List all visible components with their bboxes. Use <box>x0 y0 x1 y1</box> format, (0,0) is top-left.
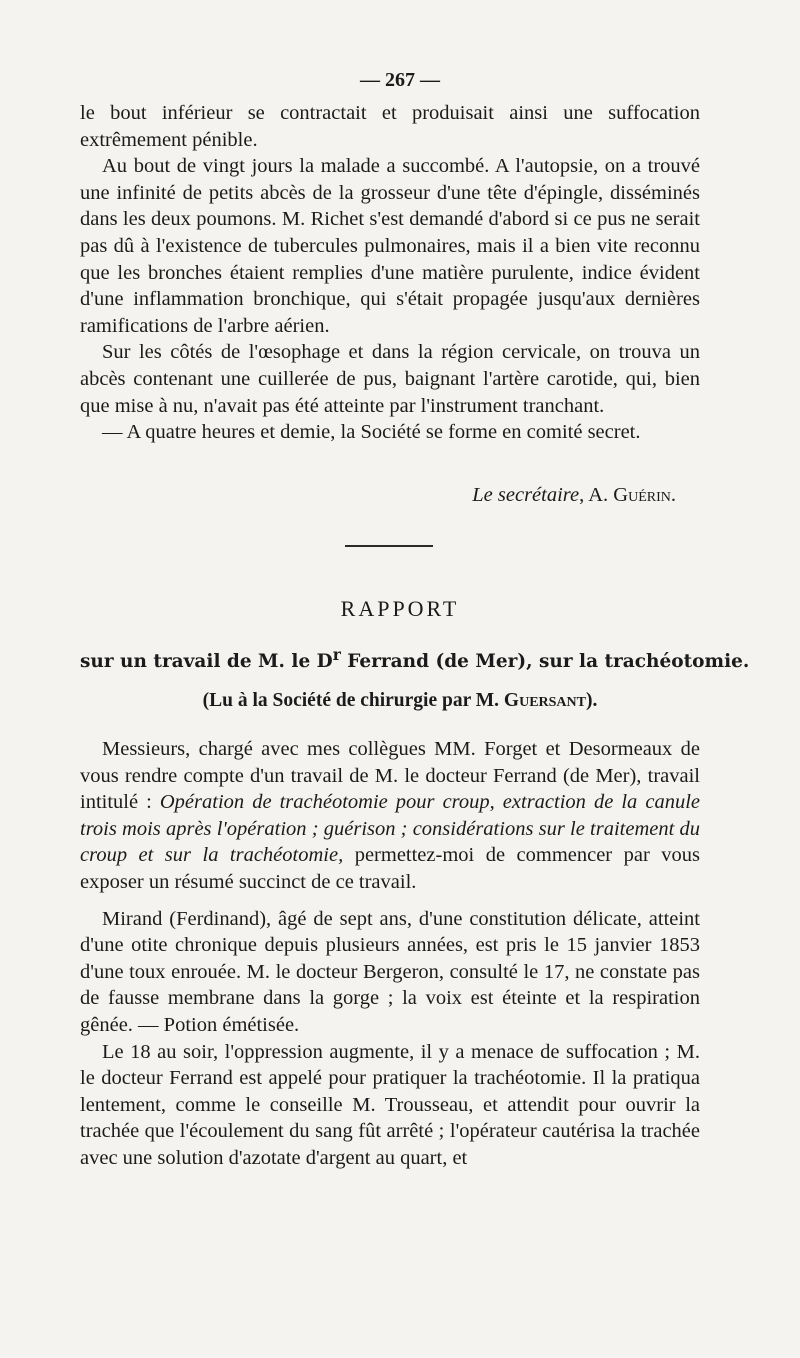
report-body <box>80 736 700 1172</box>
report-subtitle <box>80 646 750 673</box>
signature-separator: , A. <box>579 484 614 506</box>
subtitle-part: sur un travail de M. le D <box>80 651 333 673</box>
secretary-signature <box>472 484 676 507</box>
previous-section <box>80 100 700 446</box>
paragraph: Au bout de vingt jours la malade a succombé. A l'autopsie, on a trouvé une infinité de petits abcès de la grosseur d'une tête d'épingle, disséminés dans les deux poumons. M. Richet s'est demandé d'abord si ce pus ne serait pas dû à l'existence de tubercules pulmonaires, mais il a bien vite reconnu que les bronches étaient remplies d'une matière purulente, indice évident d'une inflammation bronchique, qui s'était propagée jusqu'aux dernières ramifications de l'arbre aérien. <box>80 155 700 337</box>
reader-name: Guersant <box>503 690 586 711</box>
page-number: — 267 — <box>360 69 440 91</box>
report-heading: RAPPORT <box>340 596 460 621</box>
paragraph: Mirand (Ferdinand), âgé de sept ans, d'une constitution délicate, atteint d'une otite chronique depuis plusieurs années, est pris le 15 janvier 1853 d'une toux enrouée. M. le docteur Bergeron, consulté le 17, ne constate pas de fausse membrane dans la gorge ; la voix est éteinte et la respiration gênée. — Potion émétisée. <box>80 907 700 1036</box>
paragraph: le bout inférieur se contractait et produisait ainsi une suffocation extrêmement pénible. <box>80 102 700 151</box>
read-by-text: (Lu à la Société de chirurgie par M. <box>202 690 504 711</box>
subtitle-part: Ferrand (de Mer), sur la trachéotomie. <box>340 651 750 673</box>
paragraph: Sur les côtés de l'œsophage et dans la région cervicale, on trouva un abcès contenant une cuillerée de pus, baignant l'artère carotide, qui, bien que mise à nu, n'avait pas été atteinte par l'instrument tranchant. <box>80 341 700 417</box>
read-by-line <box>0 690 800 712</box>
subtitle-superscript: r <box>332 646 341 664</box>
paragraph: — A quatre heures et demie, la Société se forme en comité secret. <box>102 421 641 444</box>
section-divider <box>345 545 433 547</box>
paragraph-text: Messieurs, chargé avec mes collègues MM. Forget et Desormeaux de vous rendre compte d'un travail de M. le docteur Ferrand (de Mer), travail intitulé : <box>80 738 700 814</box>
work-title: Opération de trachéotomie pour croup, extraction de la canule trois mois après l'opération ; guérison ; considérations sur le traitement du croup et sur la trachéotomie, <box>80 791 700 867</box>
paragraph: Le 18 au soir, l'oppression augmente, il y a menace de suffocation ; M. le docteur Ferrand est appelé pour pratiquer la trachéotomie. Il la pratiqua lentement, comme le conseille M. Trousseau, et attendit pour ouvrir la trachée que l'écoulement du sang fût arrêté ; l'opérateur cautérisa la trachée avec une solution d'azotate d'argent au quart, et <box>80 1040 700 1169</box>
paragraph <box>80 736 700 896</box>
paragraph-text: permettez-moi de commencer par vous exposer un résumé succinct de ce travail. <box>80 844 700 893</box>
read-by-text: ). <box>586 690 598 711</box>
signature-role: Le secrétaire <box>472 484 580 506</box>
signature-name: Guérin. <box>613 484 676 506</box>
